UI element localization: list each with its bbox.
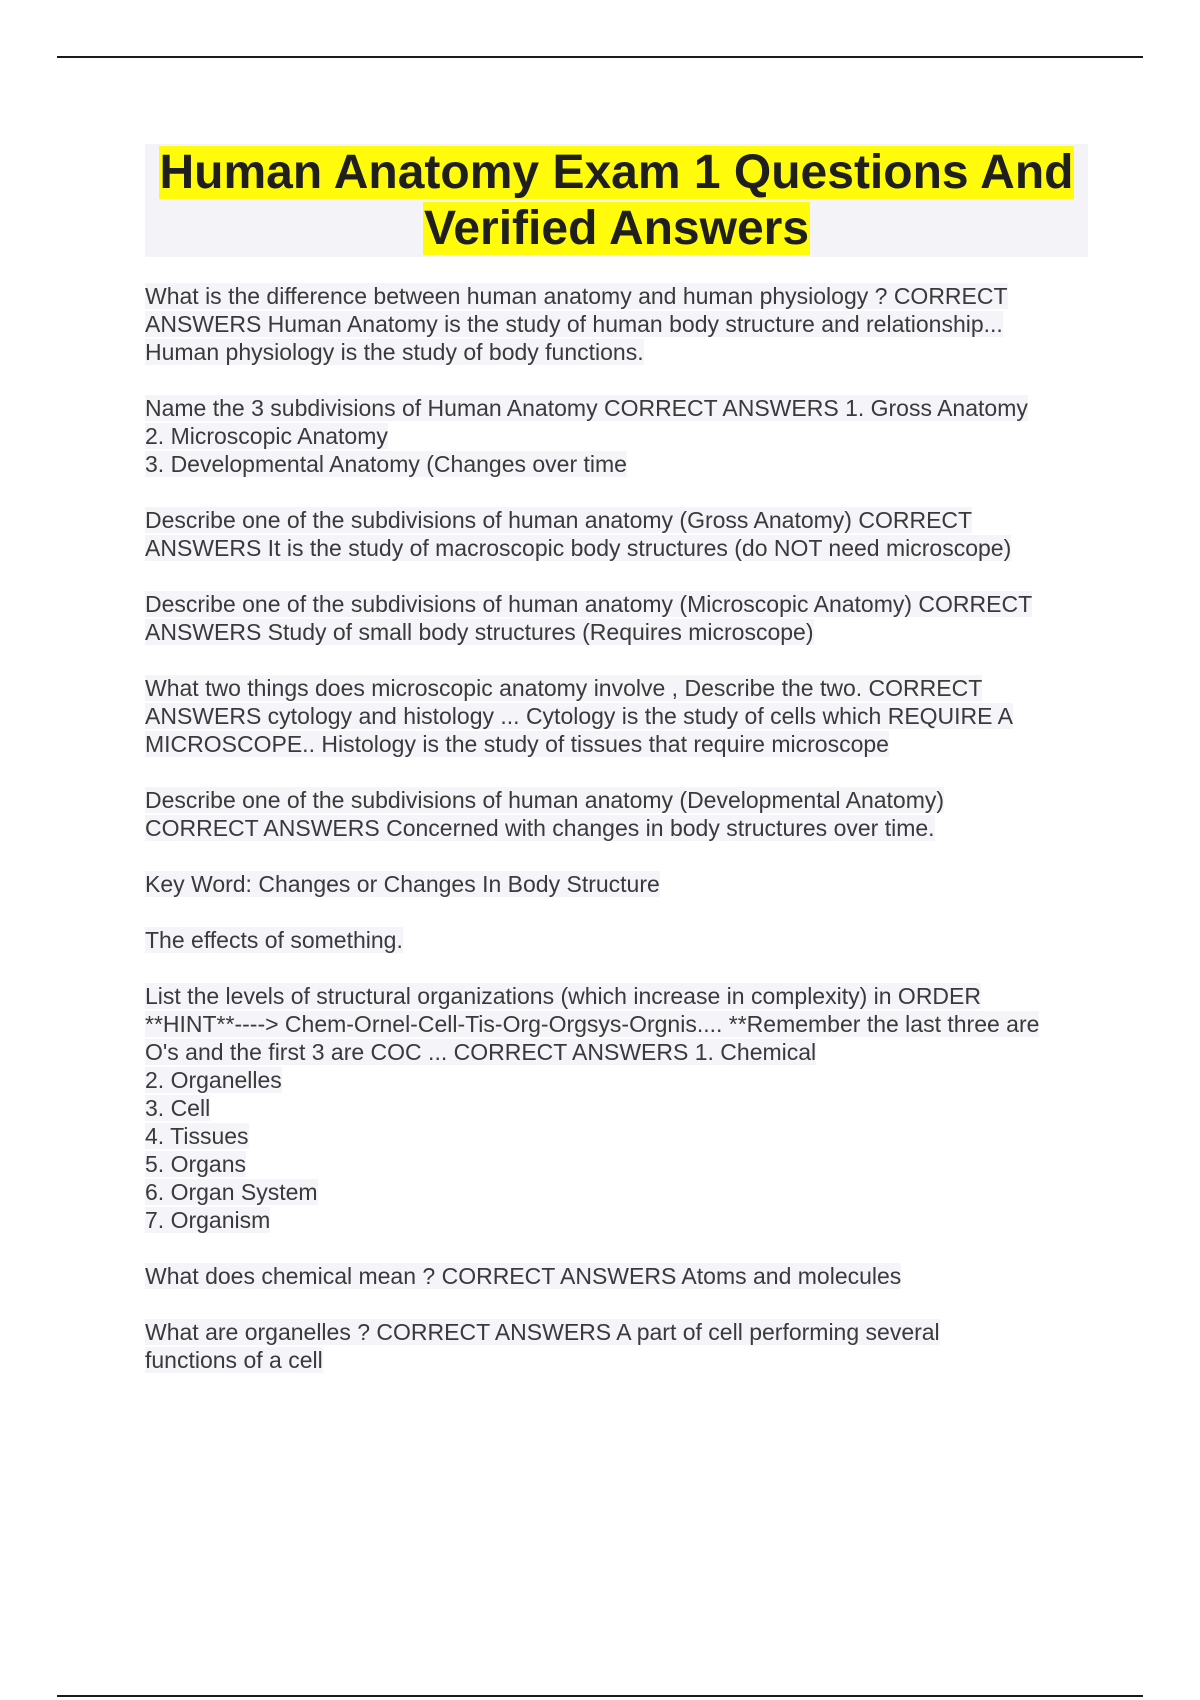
text-line-content: MICROSCOPE.. Histology is the study of tissues that require microscope <box>145 731 889 757</box>
text-line <box>145 1318 1095 1346</box>
qa-paragraph <box>145 870 1095 898</box>
text-line-content: ANSWERS Study of small body structures (Requires microscope) <box>145 619 814 645</box>
text-line <box>145 1122 1095 1150</box>
text-line <box>145 310 1095 338</box>
text-line <box>145 786 1095 814</box>
text-line-content: Describe one of the subdivisions of human anatomy (Developmental Anatomy) <box>145 787 945 813</box>
text-line <box>145 1206 1095 1234</box>
text-line <box>145 534 1095 562</box>
bottom-rule <box>57 1695 1143 1697</box>
qa-paragraph <box>145 1318 1095 1374</box>
text-line <box>145 590 1095 618</box>
qa-paragraph <box>145 282 1095 366</box>
qa-paragraph <box>145 394 1095 478</box>
text-line <box>145 1010 1095 1038</box>
text-line <box>145 814 1095 842</box>
text-line-content: Describe one of the subdivisions of human anatomy (Microscopic Anatomy) CORRECT <box>145 591 1033 617</box>
text-line-content: O's and the first 3 are COC ... CORRECT ANSWERS 1. Chemical <box>145 1039 817 1065</box>
text-line-content: 5. Organs <box>145 1151 246 1177</box>
text-line-content: 6. Organ System <box>145 1179 318 1205</box>
text-line-content: 3. Developmental Anatomy (Changes over time <box>145 451 627 477</box>
text-line-content: 3. Cell <box>145 1095 211 1121</box>
text-line <box>145 1346 1095 1374</box>
text-line <box>145 394 1095 422</box>
text-line-content: ANSWERS Human Anatomy is the study of human body structure and relationship... <box>145 311 1003 337</box>
text-line-content: What are organelles ? CORRECT ANSWERS A part of cell performing several <box>145 1319 940 1345</box>
text-line <box>145 982 1095 1010</box>
text-line <box>145 618 1095 646</box>
text-line <box>145 1038 1095 1066</box>
text-line-content: 7. Organism <box>145 1207 271 1233</box>
text-line <box>145 282 1095 310</box>
qa-paragraph <box>145 982 1095 1234</box>
text-line <box>145 1066 1095 1094</box>
title-box <box>145 144 1088 257</box>
qa-paragraph <box>145 926 1095 954</box>
text-line <box>145 450 1095 478</box>
text-line <box>145 506 1095 534</box>
text-line <box>145 1262 1095 1290</box>
text-line <box>145 1150 1095 1178</box>
qa-paragraph <box>145 506 1095 562</box>
text-line-content: CORRECT ANSWERS Concerned with changes in body structures over time. <box>145 815 935 841</box>
qa-paragraph <box>145 786 1095 842</box>
text-line-content: ANSWERS It is the study of macroscopic body structures (do NOT need microscope) <box>145 535 1012 561</box>
document-title-line-2: Verified Answers <box>423 202 810 255</box>
text-line-content: 2. Microscopic Anatomy <box>145 423 388 449</box>
text-line-content: What is the difference between human anatomy and human physiology ? CORRECT <box>145 283 1008 309</box>
text-line-content: What does chemical mean ? CORRECT ANSWERS Atoms and molecules <box>145 1263 902 1289</box>
text-line-content: Name the 3 subdivisions of Human Anatomy CORRECT ANSWERS 1. Gross Anatomy <box>145 395 1028 421</box>
qa-paragraph <box>145 1262 1095 1290</box>
text-line-content: List the levels of structural organizations (which increase in complexity) in ORDER <box>145 983 981 1009</box>
text-line-content: The effects of something. <box>145 927 403 953</box>
text-line-content: ANSWERS cytology and histology ... Cytology is the study of cells which REQUIRE A <box>145 703 1013 729</box>
text-line-content: Human physiology is the study of body functions. <box>145 339 644 365</box>
qa-paragraph <box>145 674 1095 758</box>
text-line <box>145 338 1095 366</box>
text-line <box>145 870 1095 898</box>
text-line <box>145 926 1095 954</box>
text-line <box>145 1094 1095 1122</box>
text-line <box>145 730 1095 758</box>
text-line-content: 2. Organelles <box>145 1067 282 1093</box>
text-line <box>145 422 1095 450</box>
text-line-content: Describe one of the subdivisions of human anatomy (Gross Anatomy) CORRECT <box>145 507 973 533</box>
top-rule <box>57 56 1143 58</box>
text-line-content: What two things does microscopic anatomy involve , Describe the two. CORRECT <box>145 675 983 701</box>
text-line <box>145 674 1095 702</box>
text-line-content: 4. Tissues <box>145 1123 249 1149</box>
document-title-line-1: Human Anatomy Exam 1 Questions And <box>159 146 1074 199</box>
text-line-content: functions of a cell <box>145 1347 323 1373</box>
text-line <box>145 702 1095 730</box>
text-line <box>145 1178 1095 1206</box>
qa-paragraph <box>145 590 1095 646</box>
text-line-content: **HINT**----> Chem-Ornel-Cell-Tis-Org-Orgsys-Orgnis.... **Remember the last three are <box>145 1011 1040 1037</box>
text-line-content: Key Word: Changes or Changes In Body Structure <box>145 871 660 897</box>
document-body <box>145 282 1095 1402</box>
